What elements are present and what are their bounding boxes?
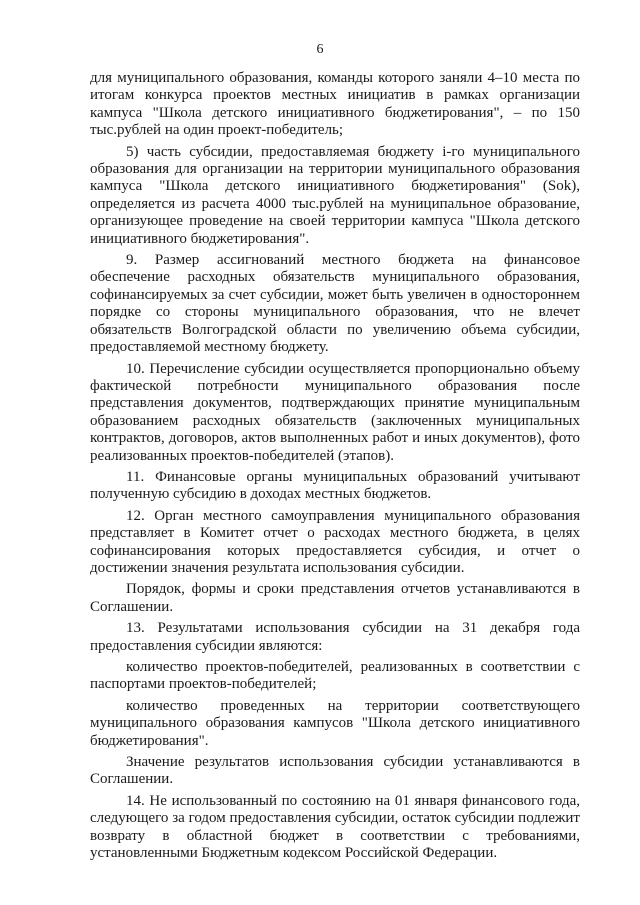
paragraph-clause-12: 12. Орган местного самоуправления муниципального образования представляет в Комитет отчет о расходах местного бюджета, в целях софинансирования которых предоставляется субсидия, и отчет о достижении значения результата использования субсидии. — [90, 507, 580, 576]
paragraph-clause-14: 14. Не использованный по состоянию на 01 января финансового года, следующего за годом предоставления субсидии, остаток субсидии подлежит возврату в областной бюджет в соответствии с требованиями, установленными Бюджетным кодексом Российской Федерации. — [90, 792, 580, 862]
paragraph-clause-13: 13. Результатами использования субсидии на 31 декабря года предоставления субсидии являются: — [90, 620, 580, 654]
paragraph-clause-10: 10. Перечисление субсидии осуществляется пропорционально объему фактической потребности муниципального образования после представления документов, подтверждающих принятие муниципальным образованием расходных обязательств (заключенных муниципальных контрактов, договоров, актов выполненных работ и иных документов), фото реализованных проектов-победителей (этапов). — [90, 360, 580, 464]
paragraph-prize-continuation: для муниципального образования, команды которого заняли 4–10 места по итогам конкурса проектов местных инициатив в рамках организации кампуса "Школа детского инициативного бюджетирования", – по 150 тыс.рублей на один проект-победитель; — [90, 70, 580, 139]
paragraph-result-1: количество проектов-победителей, реализованных в соответствии с паспортами проектов-победителей; — [90, 659, 580, 693]
page-number: 6 — [316, 42, 324, 57]
paragraph-result-2: количество проведенных на территории соответствующего муниципального образования кампусов "Школа детского инициативного бюджетирования". — [90, 697, 580, 749]
document-body — [90, 70, 580, 866]
paragraph-item-5: 5) часть субсидии, предоставляемая бюджету i-го муниципального образования для организации на территории муниципального образования кампуса "Школа детского инициативного бюджетирования" (Sok), определяется из расчета 4000 тыс.рублей на муниципальное образование, организующее проведение на своей территории кампуса "Школа детского инициативного бюджетирования". — [90, 143, 580, 247]
paragraph-results-value: Значение результатов использования субсидии устанавливаются в Соглашении. — [90, 754, 580, 788]
paragraph-clause-9: 9. Размер ассигнований местного бюджета на финансовое обеспечение расходных обязательств муниципального образования, софинансируемых за счет субсидии, может быть увеличен в одностороннем порядке со стороны муниципального образования, что не влечет обязательств Волгоградской области по увеличению объема субсидии, предоставляемой местному бюджету. — [90, 252, 580, 356]
paragraph-reports-order: Порядок, формы и сроки представления отчетов устанавливаются в Соглашении. — [90, 581, 580, 615]
paragraph-clause-11: 11. Финансовые органы муниципальных образований учитывают полученную субсидию в доходах местных бюджетов. — [90, 468, 580, 503]
